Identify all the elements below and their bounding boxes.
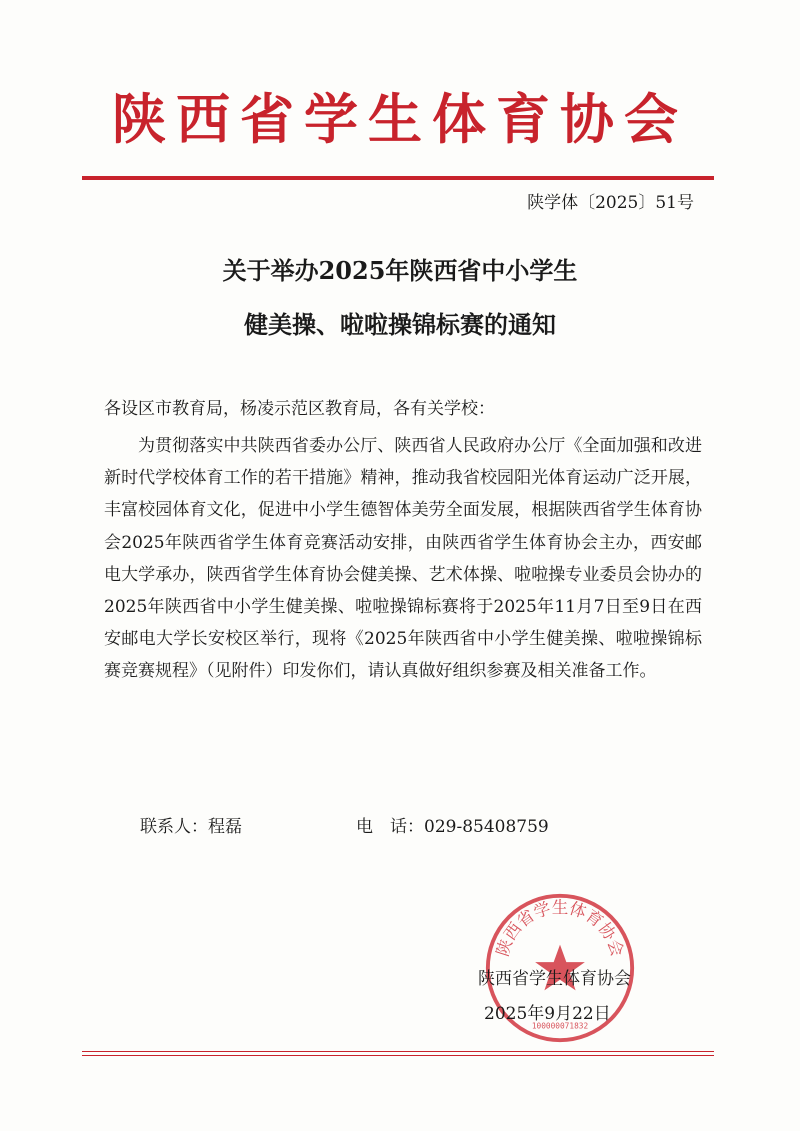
document-number: 陕学体〔2025〕51号 (527, 193, 694, 213)
seal-text-path: 陕西省学生体育协会 (493, 897, 627, 959)
document-title-line-2: 健美操、啦啦操锦标赛的通知 (244, 310, 556, 339)
signature-organization: 陕西省学生体育协会 (478, 969, 631, 989)
body-paragraph: 为贯彻落实中共陕西省委办公厅、陕西省人民政府办公厅《全面加强和改进新时代学校体育工作的若干措施》精神，推动我省校园阳光体育运动广泛开展，丰富校园体育文化，促进中小学生德智体美劳全面发展，根据陕西省学生体育协会2025年陕西省学生体育竞赛活动安排，由陕西省学生体育协会主办，西安邮电大学承办，陕西省学生体育协会健美操、艺术体操、啦啦操专业委员会协办的2025年陕西省中小学生健美操、啦啦操锦标赛将于2025年11月7日至9日在西安邮电大学长安校区举行，现将《2025年陕西省中小学生健美操、啦啦操锦标赛竞赛规程》（见附件）印发你们，请认真做好组织参赛及相关准备工作。 (104, 436, 702, 682)
seal-code: 100000071832 (531, 1021, 589, 1031)
contact-phone-label: 电 话： (356, 817, 424, 837)
contact-info (140, 814, 549, 840)
letterhead-rule (82, 176, 714, 180)
footer-rule-top (82, 1051, 714, 1052)
contact-person-label: 联系人： (140, 817, 208, 837)
document-title-line-1: 关于举办2025年陕西省中小学生 (222, 256, 578, 285)
addressee: 各设区市教育局，杨凌示范区教育局，各有关学校： (104, 399, 495, 419)
footer-rule-bottom (82, 1055, 714, 1056)
contact-phone-number: 029-85408759 (424, 817, 549, 837)
letterhead-org-name: 陕西省学生体育协会 (112, 88, 688, 151)
contact-person-name: 程磊 (208, 817, 242, 837)
signature-date: 2025年9月22日 (484, 1004, 611, 1024)
